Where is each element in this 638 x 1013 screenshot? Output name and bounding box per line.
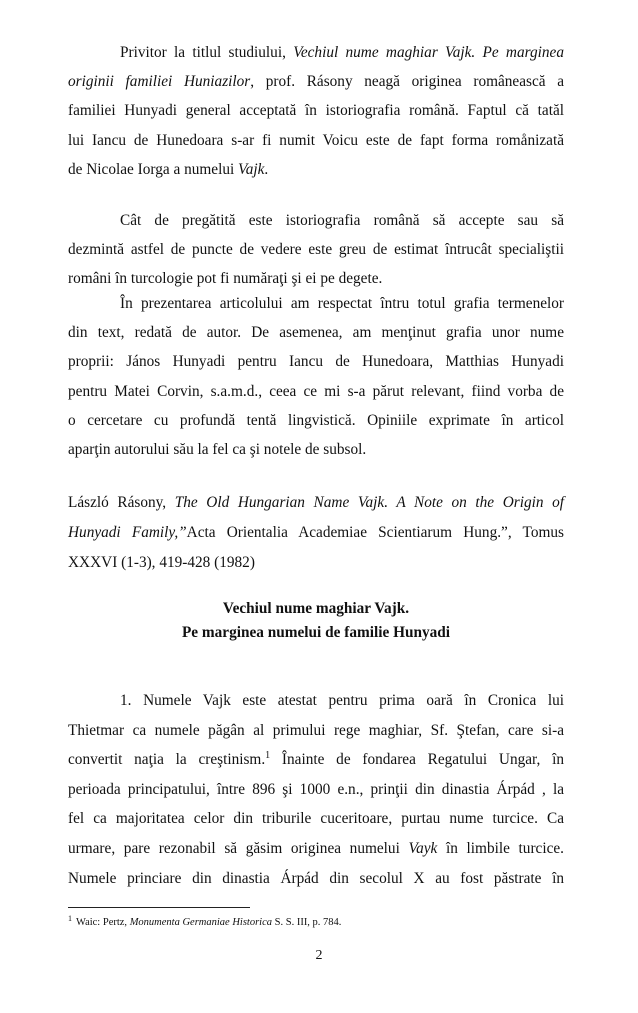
text-line: lui Iancu de Hunedoara s-ar fi numit Voicu este de fapt forma romånizată	[68, 131, 564, 149]
intro-paragraph-title	[68, 38, 564, 184]
footnote-number: 1	[68, 914, 72, 923]
text-run: convertit naţia la creştinism.	[68, 751, 266, 769]
vayk-italic: Vayk	[408, 839, 438, 857]
intro-paragraph-historiography	[68, 206, 564, 294]
text-run: în limbile turcice.	[437, 839, 564, 857]
footnote-divider	[68, 907, 250, 908]
text-run: urmare, pare rezonabil să găsim originea numelui	[68, 839, 409, 857]
text-line	[68, 67, 564, 96]
text-line: Cât de pregătită este istoriografia română să accepte sau să	[120, 212, 564, 229]
text-line: proprii: János Hunyadi pentru Iancu de Hunedoara, Matthias Hunyadi	[68, 353, 564, 371]
text-line: Thietmar ca numele păgân al primului rege maghiar, Sf. Ştefan, care si-a	[68, 721, 564, 739]
text-line: perioada principatului, între 896 şi 1000 e.n., prinţii din dinastia Árpád , la	[68, 780, 564, 798]
text-line: pentru Matei Corvin, s.a.m.d., ceea ce mi s-a părut relevant, fiind vorba de	[68, 382, 564, 400]
text-run: .	[264, 160, 269, 178]
footnote-marker: 1	[265, 750, 271, 762]
study-title-italic: originii familiei Huniazilor	[68, 73, 251, 91]
text-line	[68, 38, 564, 67]
text-line: români în turcologie pot fi număraţi şi ei pe degete.	[68, 270, 383, 288]
text-line: Numele princiare din dinastia Árpád din secolul X au fost păstrate în	[68, 869, 564, 887]
text-line: În prezentarea articolului am respectat întru totul grafia termenelor	[120, 295, 564, 312]
text-run: Înainte de fondarea Regatului Ungar, în	[270, 751, 565, 769]
article-title	[68, 597, 564, 645]
title-line: Vechiul nume maghiar Vajk.	[222, 600, 410, 617]
text-line: fel ca majoritatea celor din triburile cuceritoare, purtau nume turcice. Ca	[68, 810, 564, 828]
intro-paragraph-spelling	[68, 289, 564, 464]
footnote-text: S. S. III, p. 784.	[272, 917, 342, 928]
text-line: XXXVI (1-3), 419-428 (1982)	[68, 554, 255, 571]
text-line: familiei Hunyadi general acceptată în istoriografia română. Faptul că tatăl	[68, 102, 564, 120]
footnote	[68, 912, 341, 930]
journal-name: Acta Orientalia Academiae Scientiarum Hung.”, Tomus	[186, 524, 564, 541]
text-line: o cercetare cu profundă tentă lingvistică. Opiniile exprimate în articol	[68, 411, 564, 429]
footnote-source-italic: Monumenta Germaniae Historica	[129, 917, 273, 928]
text-line: dezmintă astfel de puncte de vedere este greu de estimat întrucât specialiştii	[68, 241, 564, 259]
footnote-text: Waic: Pertz,	[76, 917, 130, 928]
text-line: 1. Numele Vajk este atestat pentru prima oară în Cronica lui	[120, 692, 564, 709]
text-line	[68, 745, 564, 775]
bibliographic-reference	[68, 488, 564, 578]
text-line	[68, 155, 564, 184]
text-line: aparţin autorului său la fel ca şi notele de subsol.	[68, 440, 367, 458]
text-line	[68, 834, 564, 864]
study-title-italic: Vechiul nume maghiar Vajk. Pe marginea	[293, 44, 564, 61]
article-title-italic: The Old Hungarian Name Vajk. A Note on the Origin of	[174, 494, 565, 511]
title-line: Pe marginea numelui de familie Hunyadi	[181, 624, 451, 641]
author-name: László Rásony,	[68, 494, 175, 511]
text-run: Privitor la titlul studiului,	[120, 44, 294, 61]
text-run: , prof. Rásony neagă originea românească a	[250, 73, 564, 91]
page-number: 2	[315, 948, 323, 963]
vajk-italic: Vajk	[238, 160, 265, 178]
text-line	[68, 518, 564, 548]
text-line	[68, 488, 564, 518]
text-line: din text, redată de autor. De asemenea, am menţinut grafia unor nume	[68, 324, 564, 342]
article-title-italic: Hunyadi Family,”	[68, 524, 187, 541]
text-run: de Nicolae Iorga a numelui	[68, 160, 239, 178]
section-1-paragraph	[68, 686, 564, 893]
